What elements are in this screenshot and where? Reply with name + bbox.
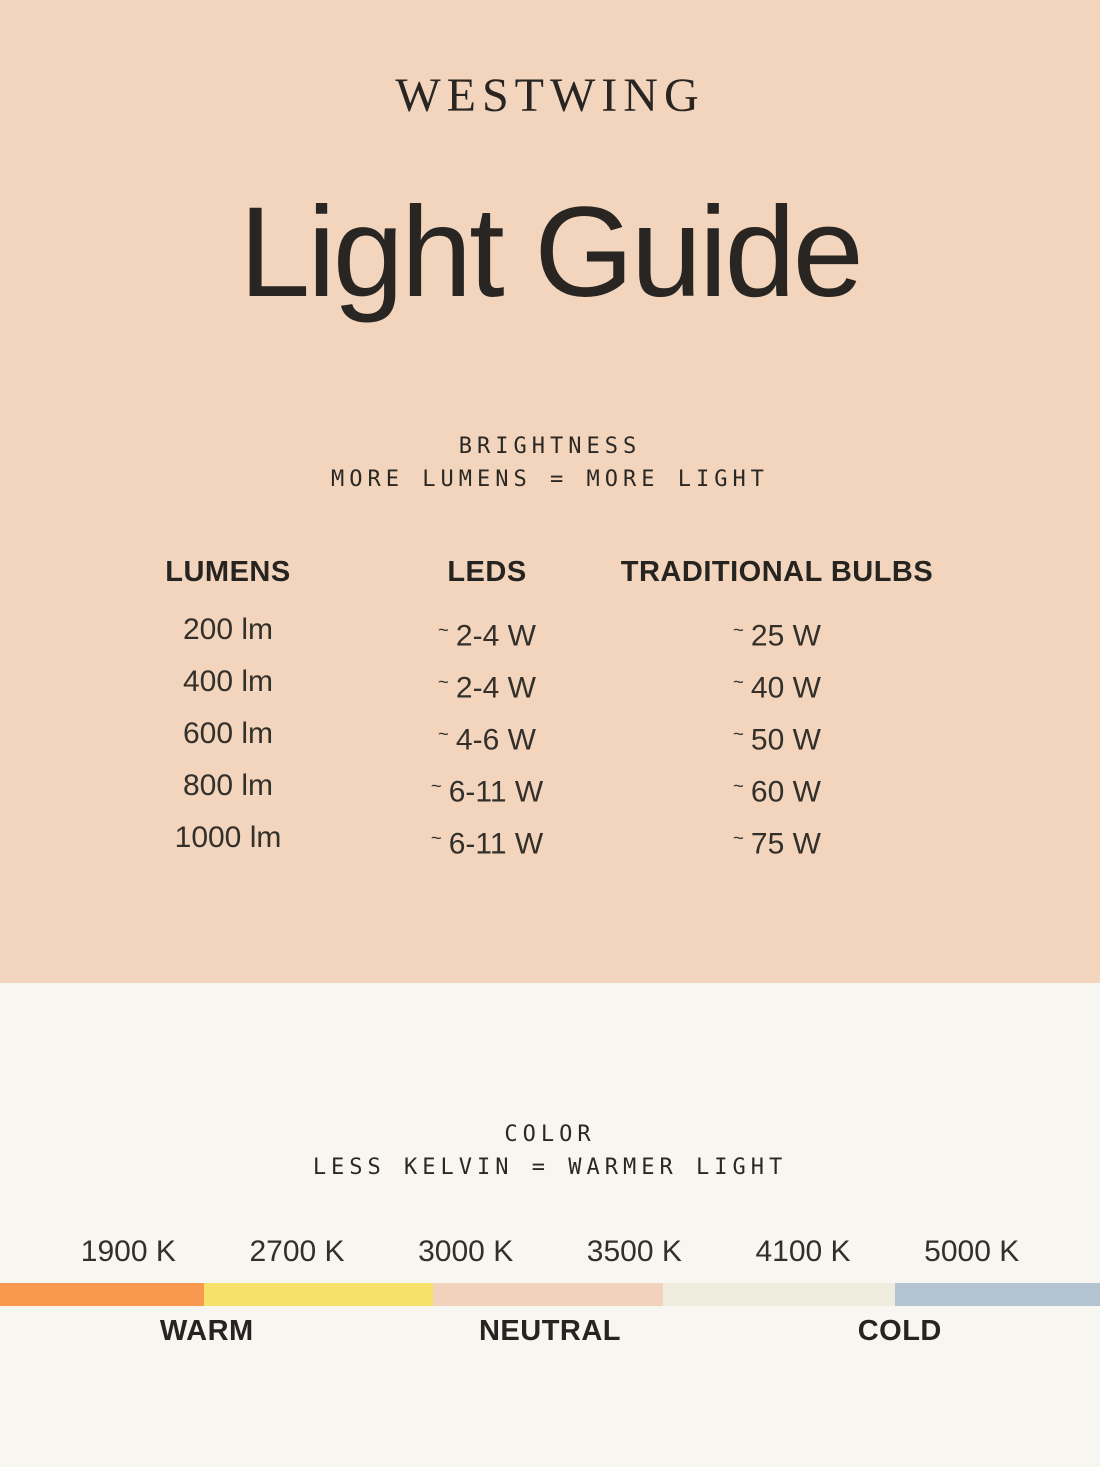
table-cell-value: 75 W	[750, 827, 821, 861]
table-cell-bulbs	[621, 604, 933, 656]
temperature-label-cold: COLD	[857, 1315, 942, 1347]
column-header-leds: LEDS	[447, 556, 527, 588]
approx-symbol: ~	[438, 671, 449, 692]
table-cell-value: 1000 lm	[174, 821, 282, 854]
table-cell-value: 2-4 W	[455, 671, 536, 705]
approx-symbol: ~	[430, 775, 442, 796]
temperature-label-neutral: NEUTRAL	[478, 1315, 622, 1347]
table-cell-value: 60 W	[750, 775, 821, 809]
kelvin-scale-labels	[44, 1235, 1056, 1269]
table-cell-leds	[431, 760, 543, 812]
column-cells-bulbs	[621, 604, 933, 864]
approx-symbol: ~	[733, 723, 744, 744]
table-cell-bulbs	[621, 812, 933, 864]
kelvin-label: 5000 K	[924, 1235, 1020, 1268]
table-column-bulbs	[621, 556, 933, 864]
kelvin-label: 4100 K	[755, 1235, 851, 1268]
table-cell-value: 40 W	[750, 671, 821, 705]
color-temperature-bar	[0, 1283, 1100, 1306]
kelvin-label: 3000 K	[418, 1235, 514, 1268]
approx-symbol: ~	[438, 723, 449, 744]
color-heading: COLOR	[504, 1122, 596, 1147]
kelvin-label: 1900 K	[80, 1235, 176, 1268]
approx-symbol: ~	[733, 827, 744, 848]
brightness-heading: BRIGHTNESS	[458, 434, 642, 459]
bar-segment-neutral-cream	[663, 1283, 895, 1306]
bar-segment-warm-orange	[0, 1283, 204, 1306]
table-cell-lumens	[165, 812, 290, 864]
kelvin-label: 2700 K	[249, 1235, 345, 1268]
approx-symbol: ~	[733, 671, 744, 692]
bar-segment-cool-blue	[895, 1283, 1100, 1306]
table-cell-value: 2-4 W	[455, 619, 536, 653]
color-subheading: LESS KELVIN = WARMER LIGHT	[312, 1155, 788, 1180]
table-cell-value: 6-11 W	[448, 827, 544, 861]
table-cell-lumens	[165, 656, 290, 708]
approx-symbol: ~	[733, 619, 744, 640]
color-section	[0, 983, 1100, 1467]
brightness-heading-block	[0, 430, 1100, 496]
table-cell-lumens	[165, 708, 290, 760]
table-cell-lumens	[165, 604, 290, 656]
brand-logo: WESTWING	[395, 69, 705, 122]
bar-segment-soft-peach	[433, 1283, 663, 1306]
table-cell-leds	[431, 604, 543, 656]
column-cells-lumens	[165, 604, 290, 864]
table-cell-value: 800 lm	[182, 769, 274, 802]
table-cell-value: 4-6 W	[455, 723, 536, 757]
temperature-category-labels	[0, 1315, 1100, 1349]
table-cell-value: 600 lm	[182, 717, 274, 750]
table-column-lumens	[165, 556, 290, 864]
brightness-subheading: MORE LUMENS = MORE LIGHT	[331, 467, 769, 492]
table-cell-value: 50 W	[750, 723, 821, 757]
approx-symbol: ~	[430, 827, 442, 848]
table-column-leds	[431, 556, 543, 864]
kelvin-label: 3500 K	[586, 1235, 682, 1268]
table-cell-bulbs	[621, 708, 933, 760]
temperature-label-warm: WARM	[159, 1315, 254, 1347]
color-heading-block	[0, 1118, 1100, 1184]
table-cell-value: 25 W	[750, 619, 821, 653]
table-cell-leds	[431, 812, 543, 864]
column-header-lumens: LUMENS	[165, 556, 291, 588]
table-cell-bulbs	[621, 656, 933, 708]
table-cell-lumens	[165, 760, 290, 812]
approx-symbol: ~	[733, 775, 744, 796]
column-cells-leds	[431, 604, 543, 864]
table-cell-value: 200 lm	[182, 613, 274, 646]
table-cell-bulbs	[621, 760, 933, 812]
bar-segment-warm-yellow	[204, 1283, 433, 1306]
table-cell-value: 6-11 W	[448, 775, 544, 809]
column-header-bulbs: TRADITIONAL BULBS	[620, 556, 934, 588]
table-cell-leds	[431, 708, 543, 760]
table-cell-value: 400 lm	[182, 665, 274, 698]
page-title: Light Guide	[239, 181, 861, 324]
table-cell-leds	[431, 656, 543, 708]
approx-symbol: ~	[438, 619, 449, 640]
